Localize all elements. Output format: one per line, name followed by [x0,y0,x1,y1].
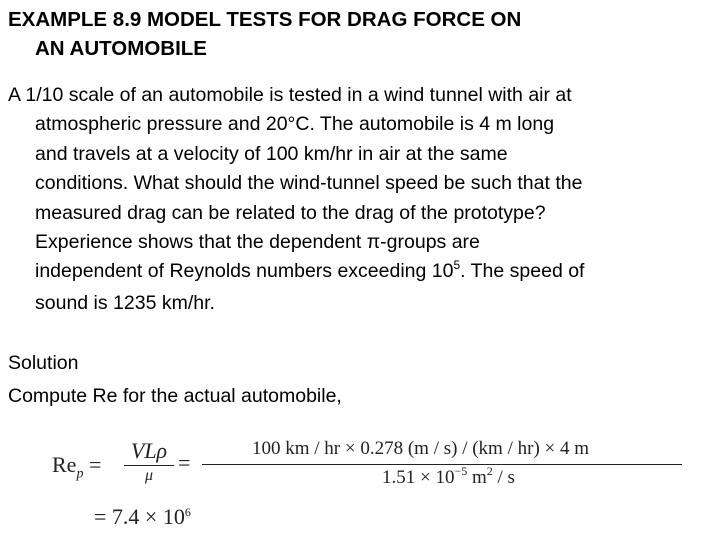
fraction-definition-denominator: μ [144,467,154,484]
title-line-1: EXAMPLE 8.9 MODEL TESTS FOR DRAG FORCE ON [8,8,522,31]
problem-line-5: measured drag can be related to the drag of the prototype? [35,201,546,224]
problem-line-7-text: independent of Reynolds numbers exceeding 10 [35,260,454,283]
problem-line-8: sound is 1235 km/hr. [35,291,215,314]
example-title [8,5,713,63]
fraction-definition-numerator: VLρ [130,438,168,463]
problem-line-6: Experience shows that the dependent π-groups are [35,231,480,254]
fraction-values-bar [202,464,682,465]
problem-line-2: atmospheric pressure and 20°C. The automobile is 4 m long [35,113,555,136]
equation-result [94,504,191,530]
equation-fraction-definition [124,438,174,485]
problem-statement [8,81,718,318]
problem-line-4: conditions. What should the wind-tunnel speed be such that the [35,172,583,195]
denominator-exponent: −5 [454,464,468,478]
result-mantissa: = 7.4 × 10 [94,504,185,529]
result-exponent: 6 [184,505,191,519]
fraction-values-denominator [202,464,682,489]
problem-line-3: and travels at a velocity of 100 km/hr in air at the same [35,142,508,165]
solution-section [8,347,342,413]
denominator-unit-tail: / s [492,467,515,488]
denominator-unit-exponent: 2 [486,464,493,478]
equation-lhs-symbol: Re [52,452,77,477]
equation-lhs-subscript: p [76,466,84,482]
equation-equals-sign: = [178,450,191,475]
problem-line-1: A 1/10 scale of an automobile is tested in a wind tunnel with air at [8,84,572,106]
denominator-unit: m [467,467,487,488]
problem-line-7-tail: . The speed of [460,260,585,283]
problem-line-7 [8,257,718,288]
problem-line-7-exponent: 5 [453,258,461,273]
solution-text: Compute Re for the actual automobile, [8,385,342,407]
equation-lhs-equals: = [88,452,102,477]
equation-lhs [52,452,101,482]
fraction-definition-bar [124,465,174,466]
solution-heading: Solution [8,352,79,374]
title-line-2: AN AUTOMOBILE [35,37,207,60]
fraction-values-numerator: 100 km / hr × 0.278 (m / s) / (km / hr) × 4 m [252,438,590,459]
denominator-mantissa: 1.51 × 10 [382,467,455,488]
equation-fraction-values [202,438,682,489]
